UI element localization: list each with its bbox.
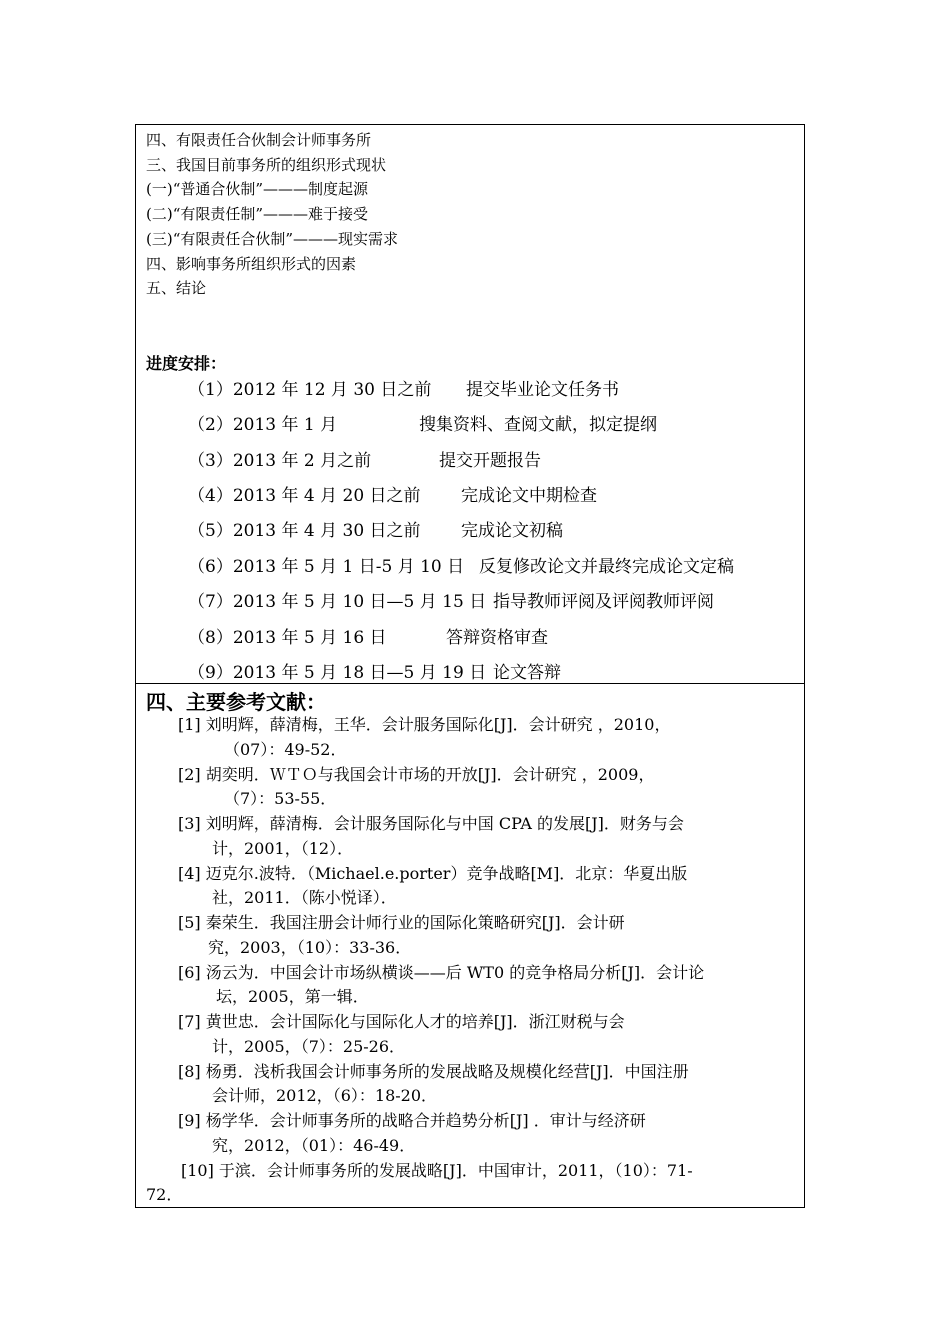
reference-line: 计，2001，（12）．	[212, 839, 354, 858]
outline-schedule-cell	[135, 124, 805, 684]
reference-line: 72．	[146, 1185, 183, 1204]
reference-line: 究，2003，（10）：33-36．	[208, 938, 412, 957]
outline-item: 四、影响事务所组织形式的因素	[146, 255, 357, 273]
schedule-task: 提交毕业论文任务书	[466, 380, 619, 400]
schedule-task: 完成论文初稿	[461, 521, 563, 541]
schedule-date: （1）2012 年 12 月 30 日之前	[188, 380, 432, 400]
reference-line: 究，2012，（01）：46-49．	[212, 1136, 416, 1155]
reference-line: [6] 汤云为．中国会计市场纵横谈——后 WT0 的竞争格局分析[J]．会计论	[178, 963, 705, 982]
schedule-task: 完成论文中期检查	[461, 486, 597, 506]
schedule-task: 搜集资料、查阅文献，拟定提纲	[419, 415, 657, 435]
schedule-date: （8）2013 年 5 月 16 日	[188, 628, 387, 648]
reference-line: 会计师，2012，（6）：18-20．	[212, 1086, 438, 1105]
reference-line: 计，2005，（7）：25-26．	[212, 1037, 406, 1056]
reference-line: [10] 于滨．会计师事务所的发展战略[J]．中国审计，2011，（10）：71-	[181, 1161, 693, 1180]
reference-line: [3] 刘明辉，薛清梅．会计服务国际化与中国 CPA 的发展[J]．财务与会	[178, 814, 684, 833]
schedule-heading: 进度安排：	[146, 354, 227, 373]
outline-item: 四、有限责任合伙制会计师事务所	[146, 131, 372, 149]
schedule-task: 答辩资格审查	[446, 628, 548, 648]
reference-line: [7] 黄世忠．会计国际化与国际化人才的培养[J]．浙江财税与会	[178, 1012, 625, 1031]
reference-line: [1] 刘明辉，薛清梅，王华．会计服务国际化[J]．会计研究 ，2010，	[178, 715, 671, 734]
outline-item: (三)“有限责任合伙制”———现实需求	[146, 230, 399, 248]
schedule-date: （3）2013 年 2 月之前	[188, 451, 372, 471]
reference-line: [4] 迈克尔.波特．（Michael.e.porter）竞争战略[M]．北京：华夏出版	[178, 864, 688, 883]
references-cell	[135, 683, 805, 1208]
schedule-task: 反复修改论文并最终完成论文定稿	[479, 557, 734, 577]
schedule-date: （4）2013 年 4 月 20 日之前	[188, 486, 421, 506]
schedule-date: （6）2013 年 5 月 1 日-5 月 10 日	[188, 557, 465, 577]
schedule-task: 提交开题报告	[439, 451, 541, 471]
reference-line: [2] 胡奕明．ＷＴＯ与我国会计市场的开放[J]．会计研究 ，2009，	[178, 765, 655, 784]
references-title: 四、主要参考文献：	[146, 690, 326, 714]
reference-line: （07）：49-52．	[224, 740, 347, 759]
schedule-date: （7）2013 年 5 月 10 日—5 月 15 日	[188, 592, 487, 612]
schedule-task: 指导教师评阅及评阅教师评阅	[493, 592, 714, 612]
outline-item: (二)“有限责任制”———难于接受	[146, 205, 369, 223]
reference-line: （7）：53-55．	[224, 789, 337, 808]
schedule-date: （5）2013 年 4 月 30 日之前	[188, 521, 421, 541]
outline-item: 三、我国目前事务所的组织形式现状	[146, 156, 387, 174]
outline-item: 五、结论	[146, 279, 207, 297]
schedule-date: （9）2013 年 5 月 18 日—5 月 19 日	[188, 663, 487, 683]
schedule-task: 论文答辩	[493, 663, 561, 683]
reference-line: 坛，2005，第一辑．	[216, 987, 369, 1006]
schedule-date: （2）2013 年 1 月	[188, 415, 338, 435]
reference-line: [9] 杨学华．会计师事务所的战略合并趋势分析[J] ．审计与经济研	[178, 1111, 646, 1130]
reference-line: 社，2011．（陈小悦译）．	[212, 888, 397, 907]
reference-line: [8] 杨勇．浅析我国会计师事务所的发展战略及规模化经营[J]．中国注册	[178, 1062, 689, 1081]
reference-line: [5] 秦荣生．我国注册会计师行业的国际化策略研究[J]．会计研	[178, 913, 625, 932]
outline-item: (一)“普通合伙制”———制度起源	[146, 180, 369, 198]
